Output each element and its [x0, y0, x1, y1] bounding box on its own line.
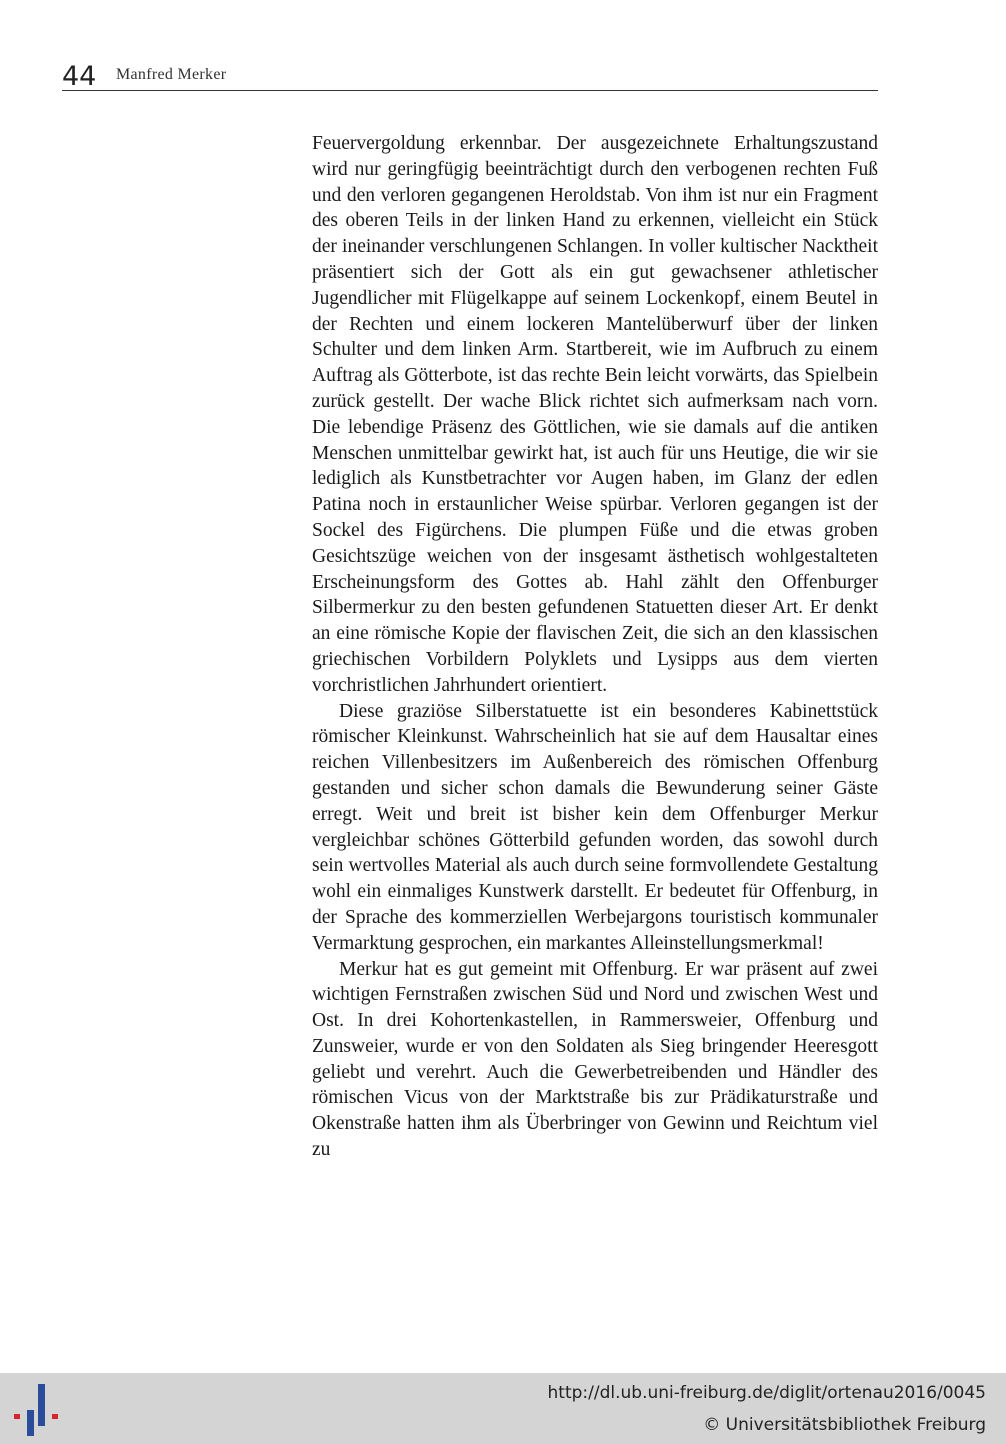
logo-red-left — [14, 1414, 20, 1419]
paragraph-2: Diese graziöse Silberstatuette ist ein besonderes Kabinettstück römischer Kleinkunst. Wahrscheinlich hat sie auf dem Hausaltar eines reichen Villenbesitzers im Außenbereich des römischen Offenburg gestanden und sicher schon damals die Bewunderung seiner Gäste erregt. Weit und breit ist bisher kein dem Offenburger Merkur vergleichbar schönes Götterbild gefunden worden, das sowohl durch sein wertvolles Material als auch durch seine formvollendete Gestaltung wohl ein einmaliges Kunstwerk darstellt. Er bedeutet für Offenburg, in der Sprache des kommerziellen Werbejargons touristisch kommunaler Vermarktung gesprochen, ein markantes Alleinstellungsmerkmal! — [312, 700, 878, 954]
page-number: 44 — [62, 61, 97, 92]
body-text — [312, 131, 878, 1163]
logo-red-right — [52, 1414, 58, 1419]
page-header — [62, 62, 878, 91]
logo-svg — [10, 1384, 66, 1436]
logo-blue-bar-left — [27, 1410, 34, 1436]
footer-bar — [0, 1373, 1006, 1444]
paragraph-1: Feuervergoldung erkennbar. Der ausgezeichnete Erhaltungszustand wird nur geringfügig beeinträchtigt durch den verbogenen rechten Fuß und den verloren gegangenen Heroldstab. Von ihm ist nur ein Fragment des oberen Teils in der linken Hand zu erkennen, vielleicht ein Stück der ineinander verschlungenen Schlangen. In voller kultischer Nacktheit präsentiert sich der Gott als ein gut gewachsener athletischer Jugendlicher mit Flügelkappe auf seinem Lockenkopf, einem Beutel in der Rechten und einem lockeren Mantelüberwurf über der linken Schulter und dem linken Arm. Startbereit, wie im Aufbruch zu einem Auftrag als Götterbote, ist das rechte Bein leicht vorwärts, das Spielbein zurück gestellt. Der wache Blick richtet sich aufmerksam nach vorn. Die lebendige Präsenz des Göttlichen, wie sie damals auf die antiken Menschen unmittelbar gewirkt hat, ist auch für uns Heutige, die wir sie lediglich als Kunstbetrachter vor Augen haben, im Glanz der edlen Patina noch in erstaunlicher Weise spürbar. Verloren gegangen ist der Sockel des Figürchens. Die plumpen Füße und die etwas groben Gesichtszüge weichen von der insgesamt ästhetisch wohlgestalteten Erscheinungsform des Gottes ab. Hahl zählt den Offenburger Silbermerkur zu den besten gefundenen Statuetten dieser Art. Er denkt an eine römische Kopie der flavischen Zeit, die sich an den klassischen griechischen Vorbildern Polyklets und Lysipps aus dem vierten vorchristlichen Jahrhundert orientiert. — [312, 133, 878, 696]
paragraph-3: Merkur hat es gut gemeint mit Offenburg. Er war präsent auf zwei wichtigen Fernstraßen zwischen Süd und Nord und zwischen West und Ost. In drei Kohortenkastellen, in Rammersweier, Offenburg und Zunsweier, wurde er von den Soldaten als Sieg bringender Heeresgott geliebt und verehrt. Auch die Gewerbetreibenden und Händler des römischen Vicus von der Marktstraße bis zur Prädikaturstraße und Okenstraße hatten ihm als Überbringer von Gewinn und Reichtum viel zu — [312, 958, 878, 1161]
running-head-author: Manfred Merker — [116, 66, 227, 83]
logo-blue-bar-right — [38, 1384, 45, 1426]
footer-copyright: © Universitätsbibliothek Freiburg — [703, 1415, 986, 1435]
ub-freiburg-logo-icon[interactable] — [10, 1384, 66, 1436]
footer-url-link[interactable]: http://dl.ub.uni-freiburg.de/diglit/ortenau2016/0045 — [547, 1383, 986, 1403]
